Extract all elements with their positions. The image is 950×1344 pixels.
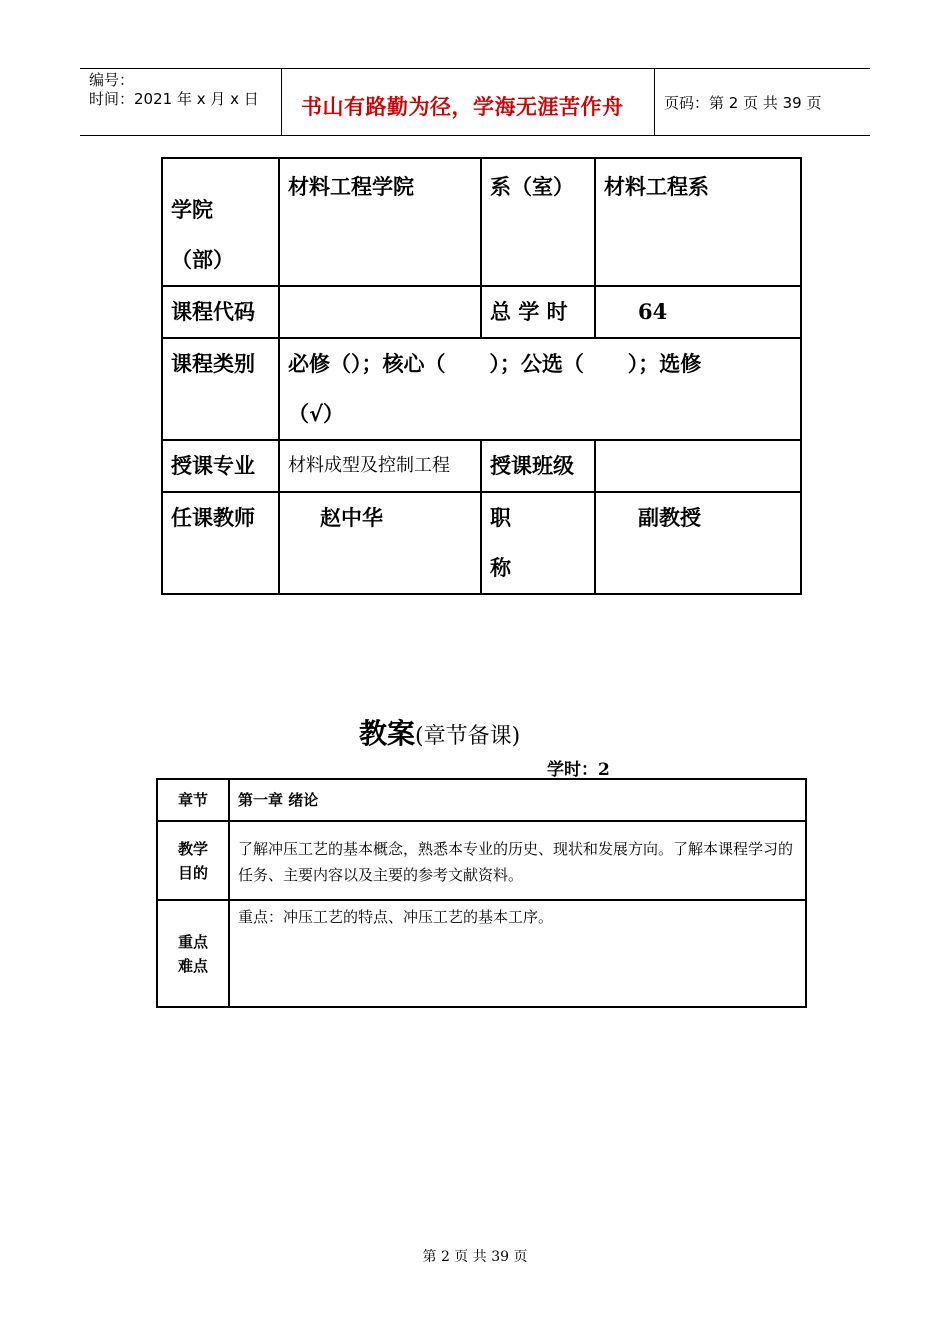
dept-value: 材料工程系 xyxy=(595,158,801,286)
lesson-plan-title xyxy=(359,712,520,752)
college-label-cell xyxy=(162,158,279,286)
course-type-options: 必修（）；核心（ ）；公选（ ）；选修 xyxy=(288,352,702,376)
key-points-label: 重点 xyxy=(177,932,208,951)
table-row xyxy=(157,821,806,900)
lesson-plan-subtitle: (章节备课) xyxy=(415,724,521,749)
table-row xyxy=(162,492,801,594)
table-row xyxy=(157,900,806,1007)
table-row xyxy=(162,440,801,492)
key-points-label-cell xyxy=(157,900,229,1007)
table-row xyxy=(157,779,806,821)
header-page-info: 页码：第 2 页 共 39 页 xyxy=(664,94,822,112)
key-points-value: 重点：冲压工艺的特点、冲压工艺的基本工序。 xyxy=(229,900,806,1007)
course-type-selected: （√） xyxy=(288,402,345,426)
document-date: 时间：2021 年 x 月 x 日 xyxy=(89,90,259,108)
table-row xyxy=(162,286,801,338)
college-label: 学院 xyxy=(171,198,213,222)
lesson-hours: 学时：2 xyxy=(547,760,610,780)
table-row xyxy=(162,338,801,440)
teaching-goal-label-suffix: 目的 xyxy=(177,863,208,882)
page-footer: 第 2 页 共 39 页 xyxy=(422,1249,528,1265)
header-divider-left xyxy=(281,68,282,136)
header-bottom-rule xyxy=(80,135,870,136)
college-label-suffix: （部） xyxy=(171,248,234,272)
teaching-goal-label-cell xyxy=(157,821,229,900)
course-type-label: 课程类别 xyxy=(162,338,279,440)
class-label: 授课班级 xyxy=(481,440,595,492)
teaching-goal-label: 教学 xyxy=(177,839,208,858)
course-code-value xyxy=(279,286,481,338)
course-type-value-cell xyxy=(279,338,801,440)
chapter-label: 章节 xyxy=(157,779,229,821)
header-motto: 书山有路勤为径，学海无涯苦作舟 xyxy=(301,95,624,119)
dept-label: 系（室） xyxy=(481,158,595,286)
table-row xyxy=(162,158,801,286)
teaching-goal-value: 了解冲压工艺的基本概念，熟悉本专业的历史、现状和发展方向。了解本课程学习的任务、主要内容以及主要的参考文献资料。 xyxy=(229,821,806,900)
teacher-label: 任课教师 xyxy=(162,492,279,594)
header-top-rule xyxy=(80,68,870,69)
chapter-value: 第一章 绪论 xyxy=(229,779,806,821)
teacher-value: 赵中华 xyxy=(279,492,481,594)
job-title-value: 副教授 xyxy=(595,492,801,594)
lesson-plan-table xyxy=(156,778,807,1008)
major-label: 授课专业 xyxy=(162,440,279,492)
total-hours-label: 总 学 时 xyxy=(481,286,595,338)
header-divider-right xyxy=(654,68,655,136)
class-value xyxy=(595,440,801,492)
lesson-plan-title-main: 教案 xyxy=(359,717,416,750)
college-value: 材料工程学院 xyxy=(279,158,481,286)
key-points-label-suffix: 难点 xyxy=(177,956,208,975)
major-value: 材料成型及控制工程 xyxy=(279,440,481,492)
course-info-table xyxy=(161,157,802,595)
job-title-label-suffix: 称 xyxy=(490,556,511,580)
job-title-label: 职 xyxy=(490,506,511,530)
course-code-label: 课程代码 xyxy=(162,286,279,338)
job-title-label-cell xyxy=(481,492,595,594)
total-hours-value: 64 xyxy=(595,286,801,338)
document-code-label: 编号： xyxy=(89,71,135,89)
